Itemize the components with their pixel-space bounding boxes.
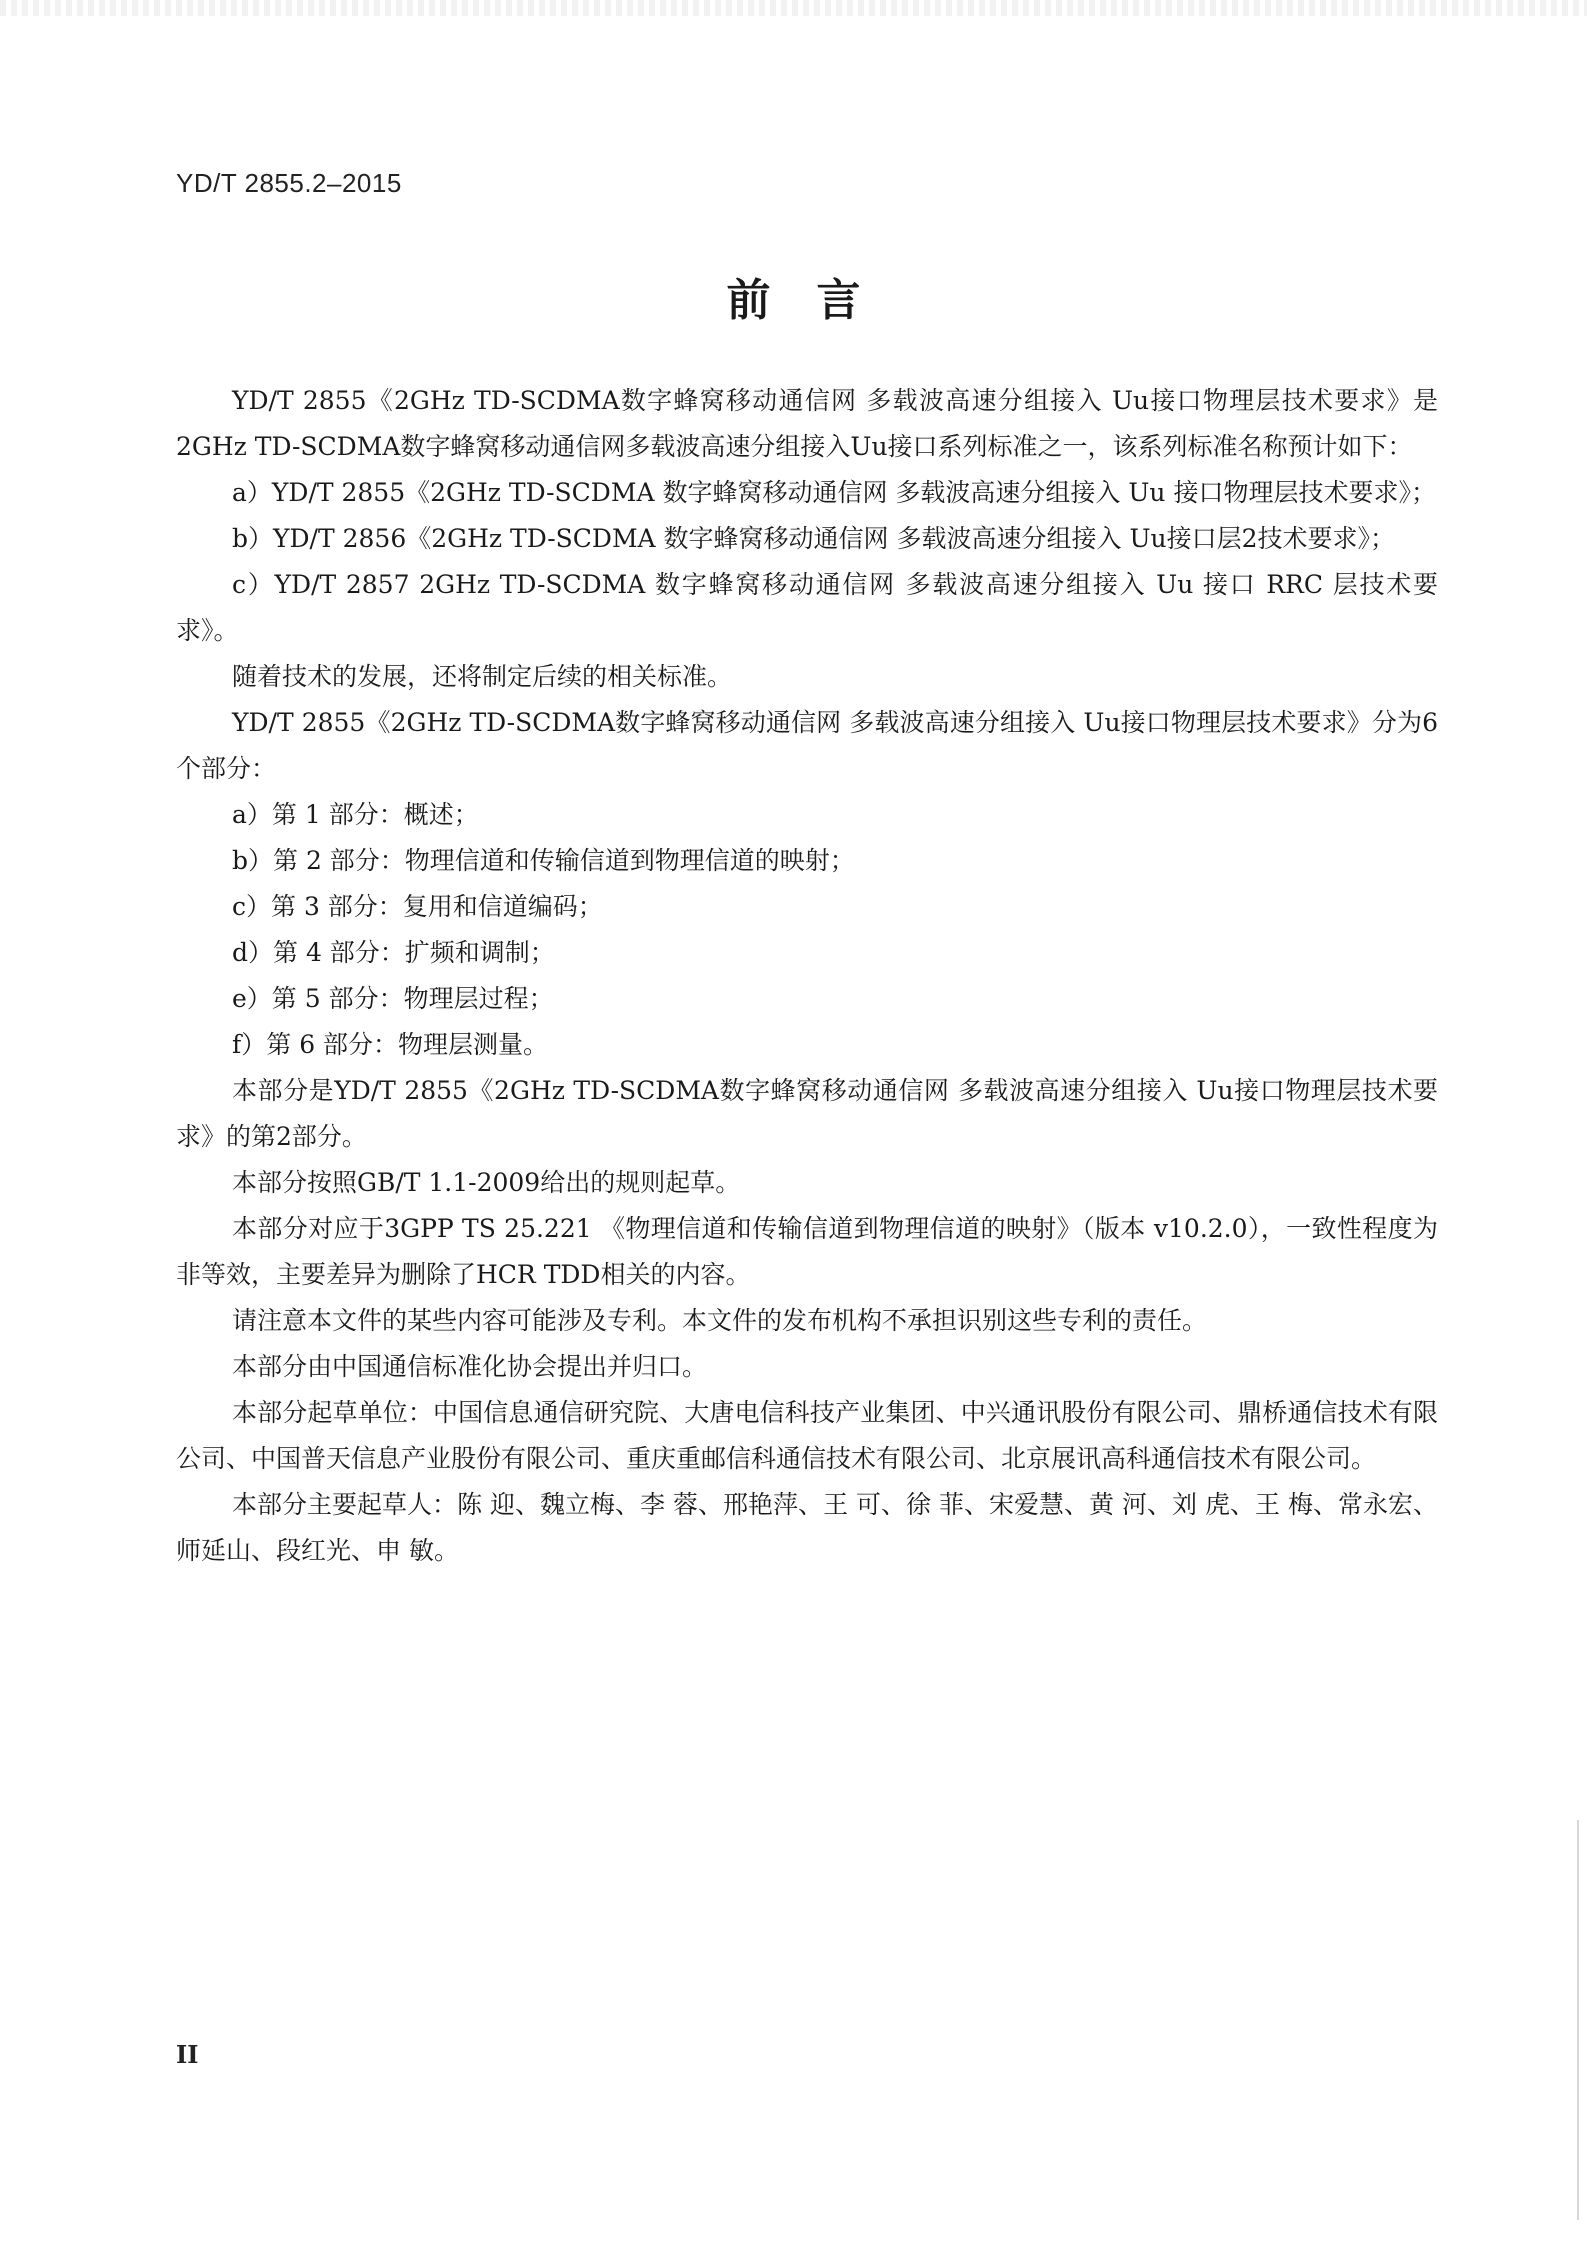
document-body xyxy=(176,378,1438,1574)
page-number: II xyxy=(176,2040,199,2069)
paragraph: 随着技术的发展，还将制定后续的相关标准。 xyxy=(232,662,733,691)
scan-edge-artifact xyxy=(0,0,1587,16)
paragraph: 本部分主要起草人：陈 迎、魏立梅、李 蓉、邢艳萍、王 可、徐 菲、宋爱慧、黄 河、刘 虎、王 梅、常永宏、师延山、段红光、申 敏。 xyxy=(176,1490,1438,1565)
paragraph: YD/T 2855《2GHz TD-SCDMA数字蜂窝移动通信网 多载波高速分组接入 Uu接口物理层技术要求》是2GHz TD-SCDMA数字蜂窝移动通信网多载波高速分组接入Uu接口系列标准之一，该系列标准名称预计如下： xyxy=(176,386,1438,461)
paragraph: 本部分由中国通信标准化协会提出并归口。 xyxy=(232,1352,708,1381)
paragraph: 请注意本文件的某些内容可能涉及专利。本文件的发布机构不承担识别这些专利的责任。 xyxy=(232,1306,1208,1335)
paragraph: a）YD/T 2855《2GHz TD-SCDMA 数字蜂窝移动通信网 多载波高速分组接入 Uu 接口物理层技术要求》； xyxy=(232,478,1436,507)
list-item: f）第 6 部分：物理层测量。 xyxy=(232,1030,549,1059)
scan-edge-line xyxy=(1577,1820,1579,2220)
paragraph: 本部分是YD/T 2855《2GHz TD-SCDMA数字蜂窝移动通信网 多载波高速分组接入 Uu接口物理层技术要求》的第2部分。 xyxy=(176,1076,1438,1151)
document-id: YD/T 2855.2–2015 xyxy=(176,168,402,198)
paragraph: YD/T 2855《2GHz TD-SCDMA数字蜂窝移动通信网 多载波高速分组接入 Uu接口物理层技术要求》分为6个部分： xyxy=(176,708,1438,783)
paragraph: 本部分按照GB/T 1.1-2009给出的规则起草。 xyxy=(232,1168,741,1197)
list-item: b）第 2 部分：物理信道和传输信道到物理信道的映射； xyxy=(232,846,855,875)
list-item: d）第 4 部分：扩频和调制； xyxy=(232,938,555,967)
paragraph: 本部分起草单位：中国信息通信研究院、大唐电信科技产业集团、中兴通讯股份有限公司、鼎桥通信技术有限公司、中国普天信息产业股份有限公司、重庆重邮信科通信技术有限公司、北京展讯高科通信技术有限公司。 xyxy=(176,1398,1438,1473)
list-item: a）第 1 部分：概述； xyxy=(232,800,479,829)
list-item: c）第 3 部分：复用和信道编码； xyxy=(232,892,603,921)
paragraph: b）YD/T 2856《2GHz TD-SCDMA 数字蜂窝移动通信网 多载波高速分组接入 Uu接口层2技术要求》； xyxy=(232,524,1396,553)
paragraph: 本部分对应于3GPP TS 25.221 《物理信道和传输信道到物理信道的映射》（版本 v10.2.0），一致性程度为非等效，主要差异为删除了HCR TDD相关的内容。 xyxy=(176,1214,1438,1289)
list-item: e）第 5 部分：物理层过程； xyxy=(232,984,554,1013)
page-title: 前言 xyxy=(726,275,907,326)
paragraph: c）YD/T 2857 2GHz TD-SCDMA 数字蜂窝移动通信网 多载波高速分组接入 Uu 接口 RRC 层技术要求》。 xyxy=(176,570,1438,645)
